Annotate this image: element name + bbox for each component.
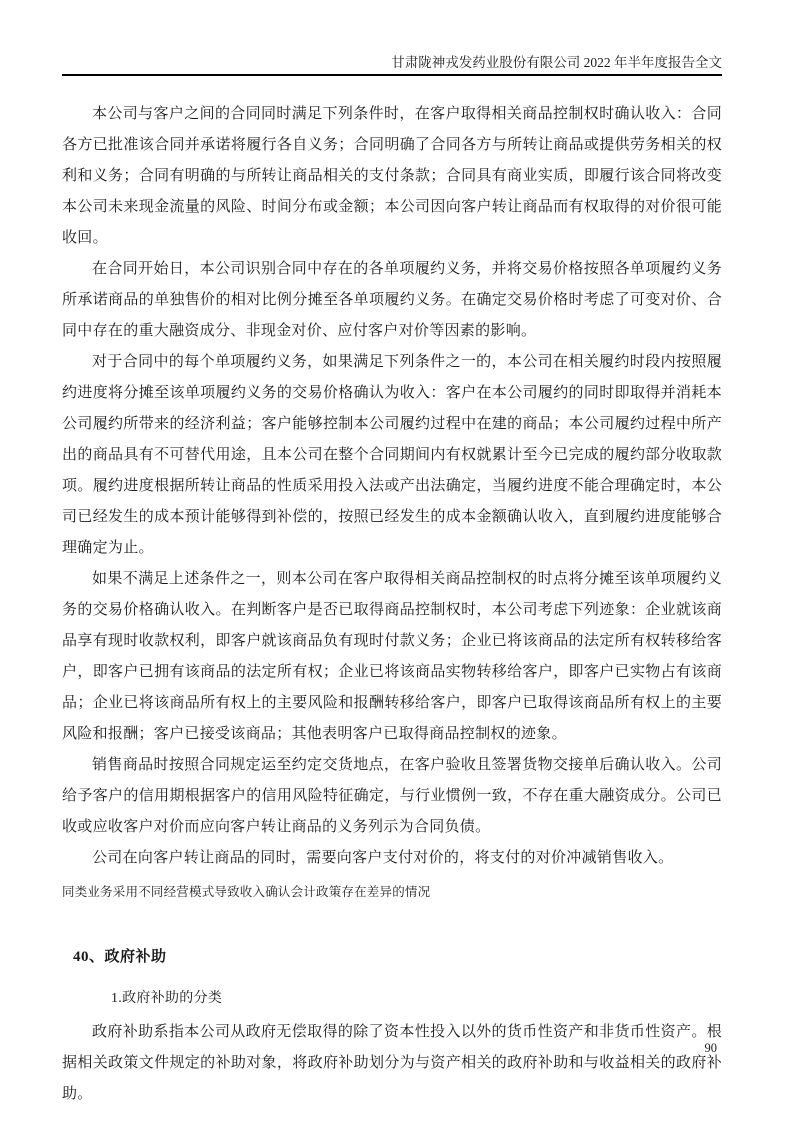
paragraph-performance-obligation: 对于合同中的每个单项履约义务，如果满足下列条件之一的，本公司在相关履约时段内按照履约进度将分摊至该单项履约义务的交易价格确认为收入：客户在本公司履约的同时即取得并消耗本公司履约所带来的经济利益；客户能够控制本公司履约过程中在建的商品；本公司履约过程中所产出的商品具有不可替代用途，且本公司在整个合同期间内有权就累计至今已完成的履约部分收取款项。履约进度根据所转让商品的性质采用投入法或产出法确定，当履约进度不能合理确定时，本公司已经发生的成本预计能够得到补偿的，按照已经发生的成本金额确认收入，直到履约进度能够合理确定为止。 [62, 354, 722, 556]
paragraph-contract-start: 在合同开始日，本公司识别合同中存在的各单项履约义务，并将交易价格按照各单项履约义务所承诺商品的单独售价的相对比例分摊至各单项履约义务。在确定交易价格时考虑了可变对价、合同中存在的重大融资成分、非现金对价、应付客户对价等因素的影响。 [62, 261, 722, 339]
paragraph-consideration-offset: 公司在向客户转让商品的同时，需要向客户支付对价的，将支付的对价冲减销售收入。 [92, 850, 674, 866]
section-heading-government-subsidy: 40、政府补助 [73, 949, 167, 965]
paragraph-goods-delivery: 销售商品时按照合同规定运至约定交货地点，在客户验收且签署货物交接单后确认收入。公司给予客户的信用期根据客户的信用风险特征确定，与行业惯例一致，不存在重大融资成分。公司已收或应收客户对价而应向客户转让商品的义务列示为合同负债。 [62, 757, 722, 835]
report-header [62, 0, 722, 76]
report-body [62, 99, 722, 1110]
paragraph-subsidy-definition: 政府补助系指本公司从政府无偿取得的除了资本性投入以外的货币性资产和非货币性资产。根据相关政策文件规定的补助对象，将政府补助划分为与资产相关的政府补助和与收益相关的政府补助。 [62, 1024, 722, 1102]
note-different-business-models: 同类业务采用不同经营模式导致收入确认会计政策存在差异的情况 [62, 885, 431, 899]
paragraph-control-transfer: 如果不满足上述条件之一，则本公司在客户取得相关商品控制权的时点将分摊至该单项履约义务的交易价格确认收入。在判断客户是否已取得商品控制权时，本公司考虑下列迹象：企业就该商品享有现时收款权利，即客户就该商品负有现时付款义务；企业已将该商品的法定所有权转移给客户，即客户已拥有该商品的法定所有权；企业已将该商品实物转移给客户，即客户已实物占有该商品；企业已将该商品所有权上的主要风险和报酬转移给客户，即客户已取得该商品所有权上的主要风险和报酬；客户已接受该商品；其他表明客户已取得商品控制权的迹象。 [62, 571, 722, 742]
page-number: 90 [704, 1041, 717, 1055]
sub-heading-subsidy-classification: 1.政府补助的分类 [111, 991, 223, 1006]
report-header-title: 甘肃陇神戎发药业股份有限公司 2022 年半年度报告全文 [391, 55, 722, 70]
paragraph-revenue-conditions: 本公司与客户之间的合同同时满足下列条件时，在客户取得相关商品控制权时确认收入：合同各方已批准该合同并承诺将履行各自义务；合同明确了合同各方与所转让商品或提供劳务相关的权利和义务；合同有明确的与所转让商品相关的支付条款；合同具有商业实质，即履行该合同将改变本公司未来现金流量的风险、时间分布或金额；本公司因向客户转让商品而有权取得的对价很可能收回。 [62, 106, 722, 246]
